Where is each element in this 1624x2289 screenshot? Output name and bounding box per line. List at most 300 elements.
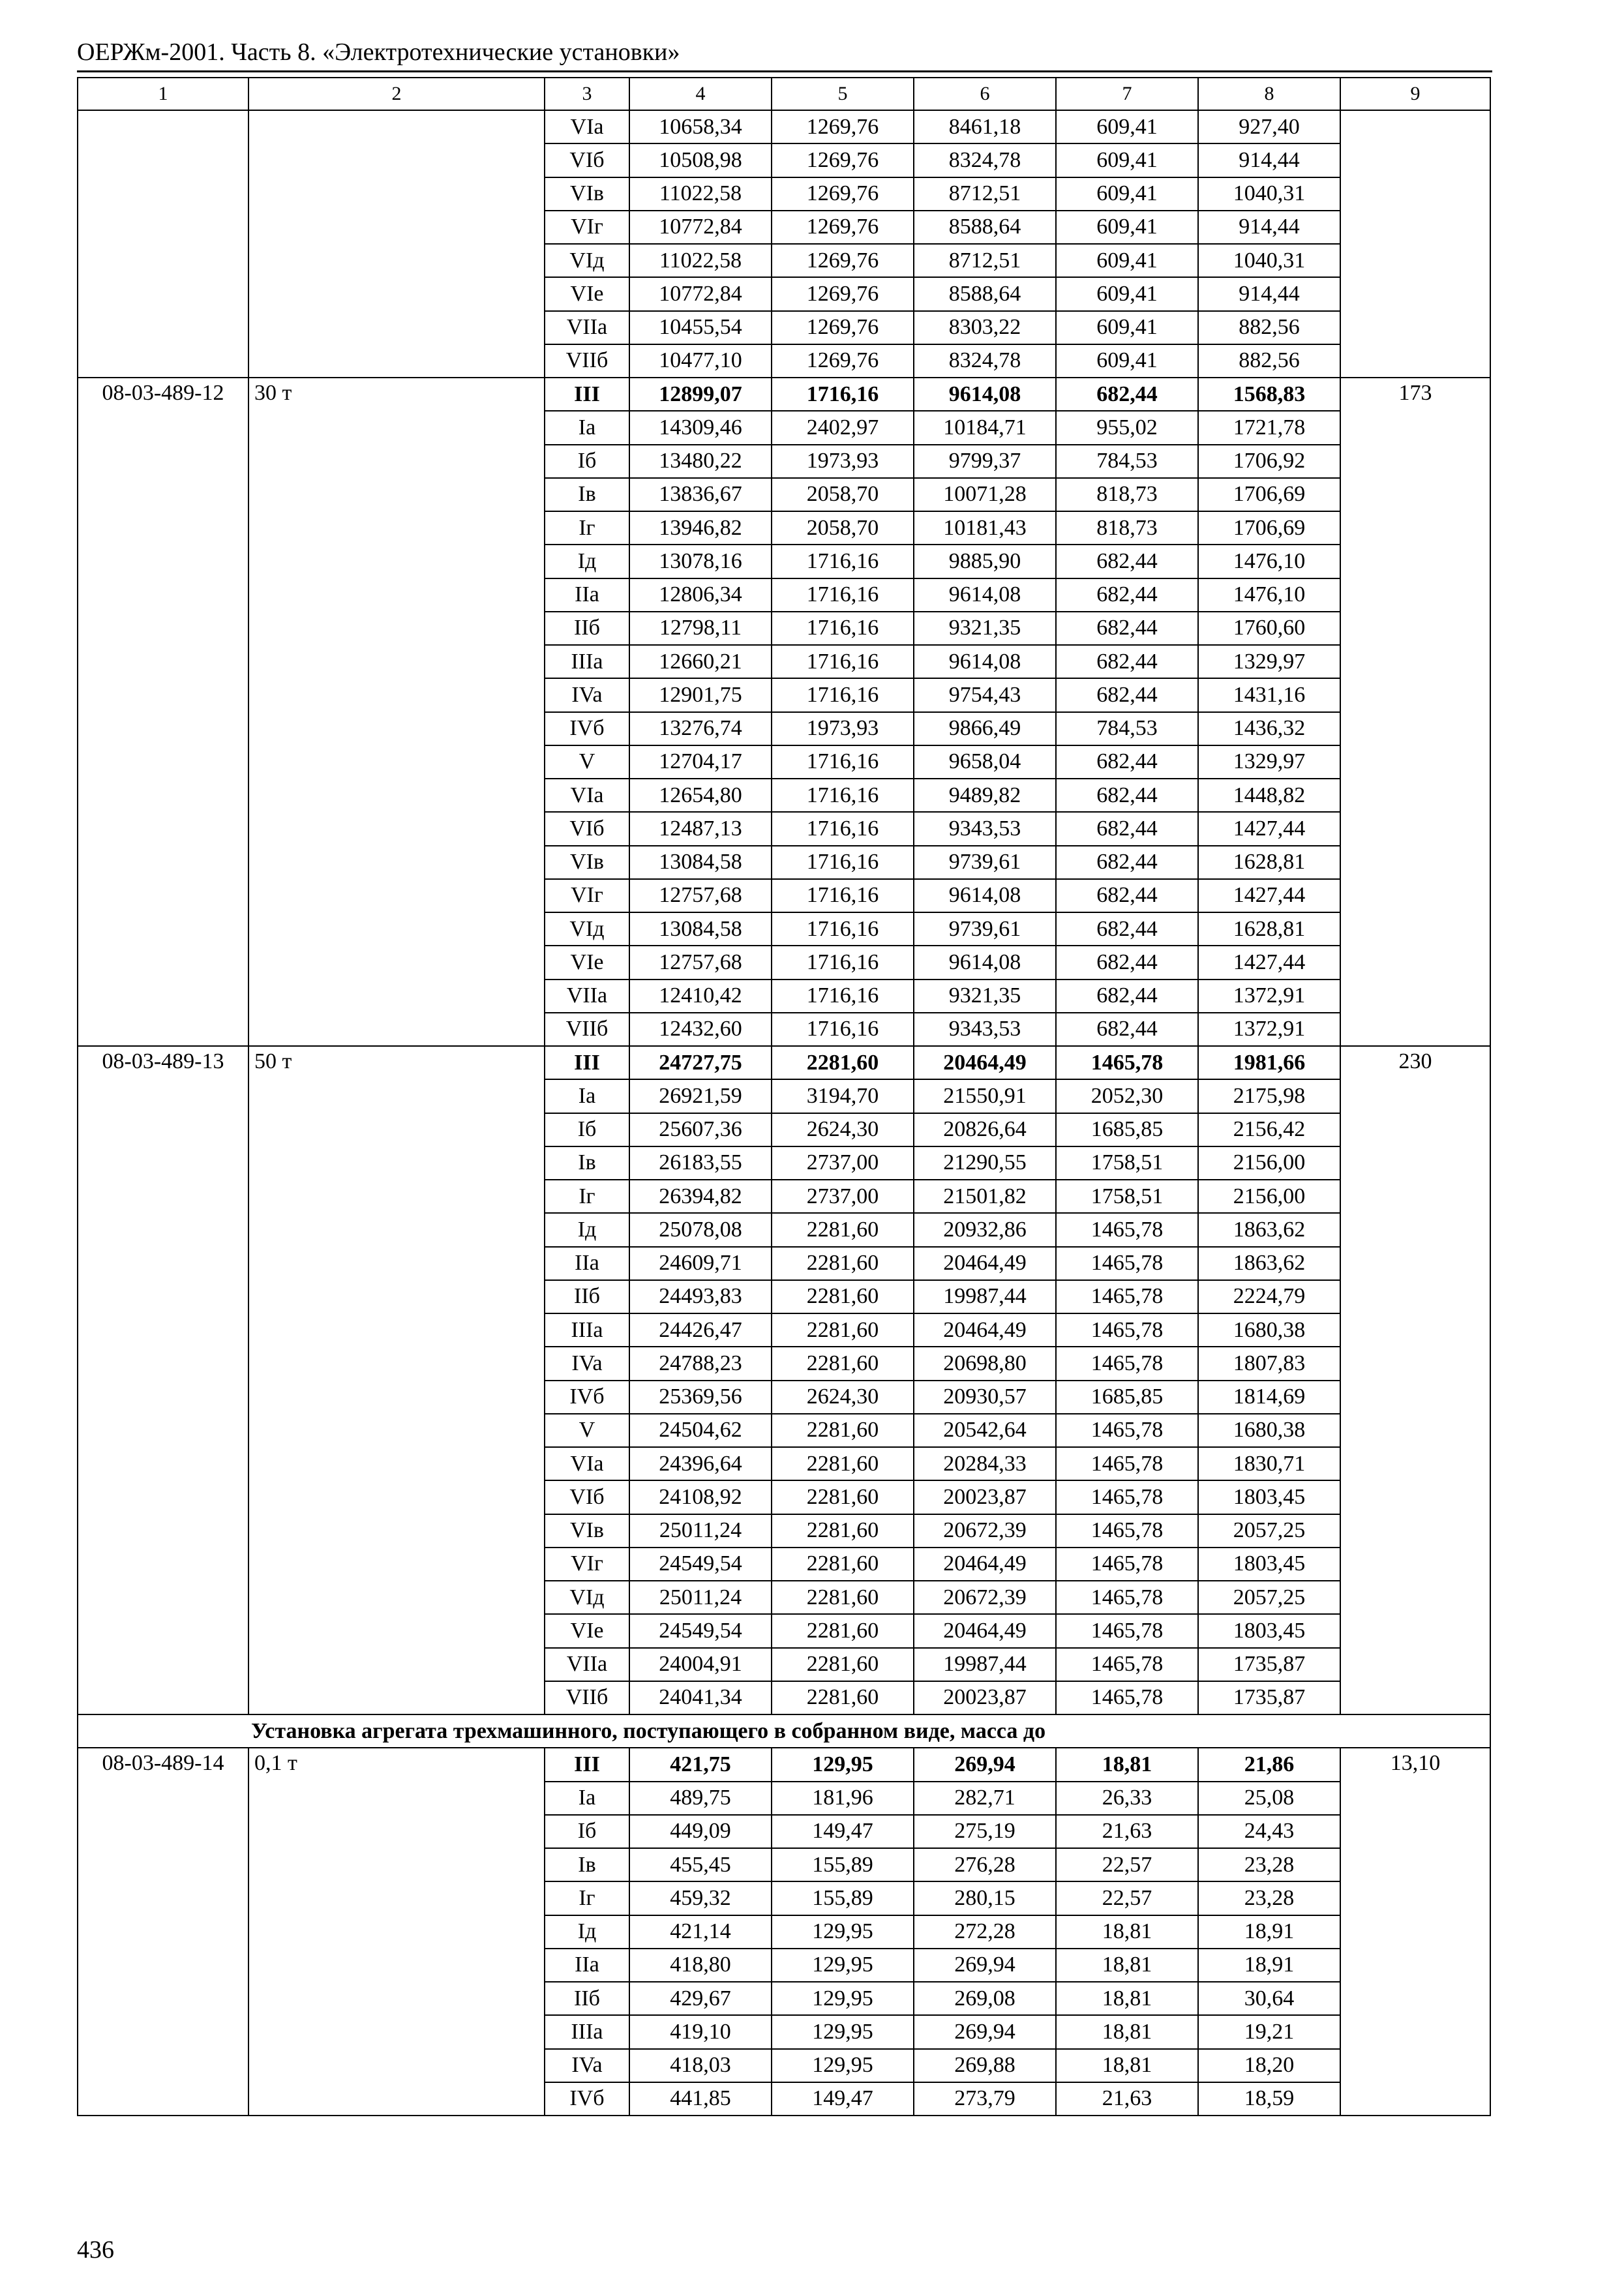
zone-cell: IIa bbox=[545, 1949, 629, 1982]
labor-cost-cell: 1716,16 bbox=[772, 812, 914, 845]
operator-wage-cell: 955,02 bbox=[1056, 411, 1198, 444]
total-cost-cell: 12899,07 bbox=[629, 378, 772, 411]
total-cost-cell: 13946,82 bbox=[629, 511, 772, 545]
operator-wage-cell: 1465,78 bbox=[1056, 1581, 1198, 1614]
labor-cost-cell: 129,95 bbox=[772, 2015, 914, 2048]
operator-wage-cell: 818,73 bbox=[1056, 478, 1198, 511]
zone-cell: VIe bbox=[545, 946, 629, 979]
zone-cell: VIв bbox=[545, 177, 629, 211]
zone-cell: VIб bbox=[545, 143, 629, 177]
materials-cost-cell: 18,91 bbox=[1198, 1915, 1340, 1949]
materials-cost-cell: 1760,60 bbox=[1198, 612, 1340, 645]
labor-cost-cell: 1716,16 bbox=[772, 912, 914, 946]
materials-cost-cell: 2224,79 bbox=[1198, 1280, 1340, 1313]
materials-cost-cell: 1706,69 bbox=[1198, 478, 1340, 511]
total-cost-cell: 13836,67 bbox=[629, 478, 772, 511]
labor-cost-cell: 1716,16 bbox=[772, 545, 914, 578]
machine-cost-cell: 20464,49 bbox=[914, 1548, 1056, 1581]
column-number-cell: 5 bbox=[772, 78, 914, 110]
machine-cost-cell: 20023,87 bbox=[914, 1480, 1056, 1514]
labor-cost-cell: 1716,16 bbox=[772, 946, 914, 979]
machine-cost-cell: 8712,51 bbox=[914, 177, 1056, 211]
labor-cost-cell: 1716,16 bbox=[772, 745, 914, 779]
machine-cost-cell: 20672,39 bbox=[914, 1581, 1056, 1614]
zone-cell: VIa bbox=[545, 1447, 629, 1480]
item-mass-cell: 0,1 т bbox=[248, 1748, 545, 2116]
machine-cost-cell: 20930,57 bbox=[914, 1381, 1056, 1414]
total-cost-cell: 24549,54 bbox=[629, 1614, 772, 1647]
machine-cost-cell: 9658,04 bbox=[914, 745, 1056, 779]
labor-cost-cell: 129,95 bbox=[772, 1982, 914, 2015]
materials-cost-cell: 1628,81 bbox=[1198, 846, 1340, 879]
operator-wage-cell: 1465,78 bbox=[1056, 1480, 1198, 1514]
zone-cell: VIa bbox=[545, 110, 629, 143]
labor-hours-cell: 173 bbox=[1340, 378, 1490, 1046]
machine-cost-cell: 20464,49 bbox=[914, 1313, 1056, 1347]
page-number: 436 bbox=[77, 2236, 114, 2264]
operator-wage-cell: 18,81 bbox=[1056, 1915, 1198, 1949]
table-row bbox=[78, 1748, 1490, 1781]
labor-hours-cell: 230 bbox=[1340, 1046, 1490, 1714]
price-table bbox=[77, 77, 1491, 2116]
total-cost-cell: 455,45 bbox=[629, 1848, 772, 1881]
operator-wage-cell: 784,53 bbox=[1056, 712, 1198, 745]
machine-cost-cell: 20464,49 bbox=[914, 1614, 1056, 1647]
column-number-cell: 4 bbox=[629, 78, 772, 110]
materials-cost-cell: 1427,44 bbox=[1198, 812, 1340, 845]
materials-cost-cell: 1803,45 bbox=[1198, 1548, 1340, 1581]
labor-cost-cell: 2281,60 bbox=[772, 1414, 914, 1447]
labor-cost-cell: 149,47 bbox=[772, 2082, 914, 2116]
machine-cost-cell: 8588,64 bbox=[914, 277, 1056, 310]
zone-cell: VIe bbox=[545, 1614, 629, 1647]
total-cost-cell: 429,67 bbox=[629, 1982, 772, 2015]
machine-cost-cell: 9799,37 bbox=[914, 445, 1056, 478]
zone-cell: IIб bbox=[545, 1982, 629, 2015]
machine-cost-cell: 8303,22 bbox=[914, 311, 1056, 344]
machine-cost-cell: 282,71 bbox=[914, 1782, 1056, 1815]
materials-cost-cell: 1476,10 bbox=[1198, 545, 1340, 578]
labor-cost-cell: 2737,00 bbox=[772, 1146, 914, 1180]
zone-cell: VIIa bbox=[545, 1648, 629, 1681]
zone-cell: IIa bbox=[545, 578, 629, 612]
header-rule bbox=[77, 70, 1492, 72]
zone-cell: III bbox=[545, 1748, 629, 1781]
materials-cost-cell: 1427,44 bbox=[1198, 879, 1340, 912]
machine-cost-cell: 269,88 bbox=[914, 2049, 1056, 2082]
operator-wage-cell: 609,41 bbox=[1056, 277, 1198, 310]
total-cost-cell: 10477,10 bbox=[629, 344, 772, 378]
operator-wage-cell: 682,44 bbox=[1056, 779, 1198, 812]
operator-wage-cell: 1465,78 bbox=[1056, 1447, 1198, 1480]
total-cost-cell: 11022,58 bbox=[629, 244, 772, 277]
machine-cost-cell: 8588,64 bbox=[914, 211, 1056, 244]
operator-wage-cell: 18,81 bbox=[1056, 2015, 1198, 2048]
materials-cost-cell: 1427,44 bbox=[1198, 946, 1340, 979]
zone-cell: VIг bbox=[545, 211, 629, 244]
materials-cost-cell: 1448,82 bbox=[1198, 779, 1340, 812]
column-number-row bbox=[78, 78, 1490, 110]
total-cost-cell: 459,32 bbox=[629, 1881, 772, 1915]
machine-cost-cell: 9614,08 bbox=[914, 378, 1056, 411]
labor-cost-cell: 1716,16 bbox=[772, 678, 914, 711]
machine-cost-cell: 9739,61 bbox=[914, 846, 1056, 879]
materials-cost-cell: 1814,69 bbox=[1198, 1381, 1340, 1414]
machine-cost-cell: 8712,51 bbox=[914, 244, 1056, 277]
machine-cost-cell: 20932,86 bbox=[914, 1213, 1056, 1246]
total-cost-cell: 26183,55 bbox=[629, 1146, 772, 1180]
materials-cost-cell: 1706,69 bbox=[1198, 511, 1340, 545]
machine-cost-cell: 273,79 bbox=[914, 2082, 1056, 2116]
machine-cost-cell: 20698,80 bbox=[914, 1347, 1056, 1380]
machine-cost-cell: 9343,53 bbox=[914, 812, 1056, 845]
operator-wage-cell: 682,44 bbox=[1056, 879, 1198, 912]
labor-cost-cell: 1716,16 bbox=[772, 645, 914, 678]
total-cost-cell: 24396,64 bbox=[629, 1447, 772, 1480]
operator-wage-cell: 682,44 bbox=[1056, 612, 1198, 645]
zone-cell: VIIб bbox=[545, 1013, 629, 1046]
materials-cost-cell: 24,43 bbox=[1198, 1815, 1340, 1848]
machine-cost-cell: 20826,64 bbox=[914, 1113, 1056, 1146]
total-cost-cell: 449,09 bbox=[629, 1815, 772, 1848]
materials-cost-cell: 23,28 bbox=[1198, 1881, 1340, 1915]
labor-cost-cell: 2281,60 bbox=[772, 1480, 914, 1514]
zone-cell: Iд bbox=[545, 1915, 629, 1949]
operator-wage-cell: 609,41 bbox=[1056, 211, 1198, 244]
operator-wage-cell: 1465,78 bbox=[1056, 1347, 1198, 1380]
labor-cost-cell: 2624,30 bbox=[772, 1381, 914, 1414]
machine-cost-cell: 20464,49 bbox=[914, 1247, 1056, 1280]
materials-cost-cell: 1721,78 bbox=[1198, 411, 1340, 444]
operator-wage-cell: 1758,51 bbox=[1056, 1180, 1198, 1213]
zone-cell: Iв bbox=[545, 1146, 629, 1180]
total-cost-cell: 11022,58 bbox=[629, 177, 772, 211]
total-cost-cell: 418,80 bbox=[629, 1949, 772, 1982]
materials-cost-cell: 1863,62 bbox=[1198, 1213, 1340, 1246]
total-cost-cell: 12432,60 bbox=[629, 1013, 772, 1046]
operator-wage-cell: 18,81 bbox=[1056, 1748, 1198, 1781]
operator-wage-cell: 1685,85 bbox=[1056, 1381, 1198, 1414]
total-cost-cell: 24727,75 bbox=[629, 1046, 772, 1079]
labor-cost-cell: 2281,60 bbox=[772, 1514, 914, 1548]
materials-cost-cell: 1628,81 bbox=[1198, 912, 1340, 946]
total-cost-cell: 12487,13 bbox=[629, 812, 772, 845]
zone-cell: VIIa bbox=[545, 311, 629, 344]
total-cost-cell: 24609,71 bbox=[629, 1247, 772, 1280]
zone-cell: Iб bbox=[545, 1113, 629, 1146]
operator-wage-cell: 22,57 bbox=[1056, 1848, 1198, 1881]
column-number-cell: 7 bbox=[1056, 78, 1198, 110]
item-code-cell: 08-03-489-13 bbox=[78, 1046, 248, 1714]
total-cost-cell: 421,14 bbox=[629, 1915, 772, 1949]
materials-cost-cell: 2156,00 bbox=[1198, 1146, 1340, 1180]
total-cost-cell: 24426,47 bbox=[629, 1313, 772, 1347]
labor-cost-cell: 1716,16 bbox=[772, 879, 914, 912]
operator-wage-cell: 682,44 bbox=[1056, 846, 1198, 879]
materials-cost-cell: 18,91 bbox=[1198, 1949, 1340, 1982]
zone-cell: III bbox=[545, 378, 629, 411]
zone-cell: Iд bbox=[545, 1213, 629, 1246]
section-title-row bbox=[78, 1714, 1490, 1748]
materials-cost-cell: 2057,25 bbox=[1198, 1514, 1340, 1548]
total-cost-cell: 12660,21 bbox=[629, 645, 772, 678]
total-cost-cell: 14309,46 bbox=[629, 411, 772, 444]
operator-wage-cell: 1465,78 bbox=[1056, 1313, 1198, 1347]
machine-cost-cell: 20672,39 bbox=[914, 1514, 1056, 1548]
materials-cost-cell: 18,20 bbox=[1198, 2049, 1340, 2082]
labor-cost-cell: 1716,16 bbox=[772, 1013, 914, 1046]
operator-wage-cell: 18,81 bbox=[1056, 2049, 1198, 2082]
labor-cost-cell: 2281,60 bbox=[772, 1447, 914, 1480]
labor-cost-cell: 1269,76 bbox=[772, 143, 914, 177]
zone-cell: VIв bbox=[545, 846, 629, 879]
machine-cost-cell: 10071,28 bbox=[914, 478, 1056, 511]
total-cost-cell: 25607,36 bbox=[629, 1113, 772, 1146]
machine-cost-cell: 269,94 bbox=[914, 1748, 1056, 1781]
materials-cost-cell: 1040,31 bbox=[1198, 177, 1340, 211]
total-cost-cell: 13084,58 bbox=[629, 846, 772, 879]
zone-cell: IVa bbox=[545, 2049, 629, 2082]
operator-wage-cell: 1465,78 bbox=[1056, 1213, 1198, 1246]
labor-cost-cell: 129,95 bbox=[772, 2049, 914, 2082]
zone-cell: IVб bbox=[545, 2082, 629, 2116]
zone-cell: VIIб bbox=[545, 344, 629, 378]
machine-cost-cell: 8461,18 bbox=[914, 110, 1056, 143]
materials-cost-cell: 1372,91 bbox=[1198, 1013, 1340, 1046]
total-cost-cell: 418,03 bbox=[629, 2049, 772, 2082]
machine-cost-cell: 10184,71 bbox=[914, 411, 1056, 444]
total-cost-cell: 419,10 bbox=[629, 2015, 772, 2048]
zone-cell: Iв bbox=[545, 478, 629, 511]
operator-wage-cell: 1465,78 bbox=[1056, 1280, 1198, 1313]
operator-wage-cell: 682,44 bbox=[1056, 946, 1198, 979]
zone-cell: Iг bbox=[545, 511, 629, 545]
operator-wage-cell: 2052,30 bbox=[1056, 1079, 1198, 1113]
materials-cost-cell: 1803,45 bbox=[1198, 1480, 1340, 1514]
operator-wage-cell: 18,81 bbox=[1056, 1949, 1198, 1982]
column-number-cell: 2 bbox=[248, 78, 545, 110]
operator-wage-cell: 682,44 bbox=[1056, 1013, 1198, 1046]
labor-cost-cell: 1269,76 bbox=[772, 311, 914, 344]
section-title: Установка агрегата трехмашинного, поступающего в собранном виде, масса до bbox=[78, 1714, 1490, 1748]
labor-cost-cell: 1269,76 bbox=[772, 177, 914, 211]
machine-cost-cell: 19987,44 bbox=[914, 1648, 1056, 1681]
total-cost-cell: 24504,62 bbox=[629, 1414, 772, 1447]
machine-cost-cell: 275,19 bbox=[914, 1815, 1056, 1848]
materials-cost-cell: 1830,71 bbox=[1198, 1447, 1340, 1480]
labor-cost-cell: 1716,16 bbox=[772, 378, 914, 411]
table-row bbox=[78, 378, 1490, 411]
item-code-cell bbox=[78, 110, 248, 378]
total-cost-cell: 13276,74 bbox=[629, 712, 772, 745]
machine-cost-cell: 9885,90 bbox=[914, 545, 1056, 578]
zone-cell: VIб bbox=[545, 812, 629, 845]
zone-cell: IIб bbox=[545, 1280, 629, 1313]
total-cost-cell: 24493,83 bbox=[629, 1280, 772, 1313]
labor-cost-cell: 2281,60 bbox=[772, 1581, 914, 1614]
operator-wage-cell: 26,33 bbox=[1056, 1782, 1198, 1815]
materials-cost-cell: 1329,97 bbox=[1198, 745, 1340, 779]
materials-cost-cell: 21,86 bbox=[1198, 1748, 1340, 1781]
zone-cell: IVa bbox=[545, 1347, 629, 1380]
zone-cell: IVa bbox=[545, 678, 629, 711]
materials-cost-cell: 882,56 bbox=[1198, 344, 1340, 378]
total-cost-cell: 441,85 bbox=[629, 2082, 772, 2116]
total-cost-cell: 26921,59 bbox=[629, 1079, 772, 1113]
labor-hours-cell: 13,10 bbox=[1340, 1748, 1490, 2116]
materials-cost-cell: 1568,83 bbox=[1198, 378, 1340, 411]
labor-cost-cell: 1716,16 bbox=[772, 612, 914, 645]
machine-cost-cell: 9321,35 bbox=[914, 980, 1056, 1013]
zone-cell: Iв bbox=[545, 1848, 629, 1881]
zone-cell: VIIб bbox=[545, 1681, 629, 1714]
materials-cost-cell: 1803,45 bbox=[1198, 1614, 1340, 1647]
materials-cost-cell: 882,56 bbox=[1198, 311, 1340, 344]
machine-cost-cell: 9489,82 bbox=[914, 779, 1056, 812]
labor-cost-cell: 3194,70 bbox=[772, 1079, 914, 1113]
zone-cell: Iб bbox=[545, 1815, 629, 1848]
zone-cell: VIд bbox=[545, 244, 629, 277]
machine-cost-cell: 9866,49 bbox=[914, 712, 1056, 745]
operator-wage-cell: 682,44 bbox=[1056, 912, 1198, 946]
materials-cost-cell: 914,44 bbox=[1198, 211, 1340, 244]
total-cost-cell: 24549,54 bbox=[629, 1548, 772, 1581]
operator-wage-cell: 1758,51 bbox=[1056, 1146, 1198, 1180]
zone-cell: VIд bbox=[545, 1581, 629, 1614]
operator-wage-cell: 609,41 bbox=[1056, 311, 1198, 344]
labor-cost-cell: 1716,16 bbox=[772, 578, 914, 612]
labor-cost-cell: 1973,93 bbox=[772, 445, 914, 478]
labor-cost-cell: 1716,16 bbox=[772, 779, 914, 812]
labor-cost-cell: 2281,60 bbox=[772, 1681, 914, 1714]
operator-wage-cell: 682,44 bbox=[1056, 378, 1198, 411]
total-cost-cell: 13480,22 bbox=[629, 445, 772, 478]
labor-cost-cell: 2402,97 bbox=[772, 411, 914, 444]
total-cost-cell: 24108,92 bbox=[629, 1480, 772, 1514]
total-cost-cell: 10658,34 bbox=[629, 110, 772, 143]
labor-cost-cell: 2281,60 bbox=[772, 1614, 914, 1647]
machine-cost-cell: 276,28 bbox=[914, 1848, 1056, 1881]
machine-cost-cell: 20464,49 bbox=[914, 1046, 1056, 1079]
zone-cell: Iб bbox=[545, 445, 629, 478]
item-mass-cell: 50 т bbox=[248, 1046, 545, 1714]
total-cost-cell: 12704,17 bbox=[629, 745, 772, 779]
labor-cost-cell: 1269,76 bbox=[772, 110, 914, 143]
zone-cell: V bbox=[545, 745, 629, 779]
machine-cost-cell: 21550,91 bbox=[914, 1079, 1056, 1113]
zone-cell: VIe bbox=[545, 277, 629, 310]
materials-cost-cell: 2175,98 bbox=[1198, 1079, 1340, 1113]
materials-cost-cell: 1372,91 bbox=[1198, 980, 1340, 1013]
total-cost-cell: 13084,58 bbox=[629, 912, 772, 946]
labor-cost-cell: 1269,76 bbox=[772, 277, 914, 310]
machine-cost-cell: 272,28 bbox=[914, 1915, 1056, 1949]
machine-cost-cell: 21501,82 bbox=[914, 1180, 1056, 1213]
materials-cost-cell: 914,44 bbox=[1198, 143, 1340, 177]
operator-wage-cell: 682,44 bbox=[1056, 545, 1198, 578]
total-cost-cell: 26394,82 bbox=[629, 1180, 772, 1213]
zone-cell: VIд bbox=[545, 912, 629, 946]
total-cost-cell: 12806,34 bbox=[629, 578, 772, 612]
machine-cost-cell: 269,94 bbox=[914, 1949, 1056, 1982]
machine-cost-cell: 9614,08 bbox=[914, 645, 1056, 678]
materials-cost-cell: 18,59 bbox=[1198, 2082, 1340, 2116]
machine-cost-cell: 8324,78 bbox=[914, 344, 1056, 378]
materials-cost-cell: 1706,92 bbox=[1198, 445, 1340, 478]
labor-cost-cell: 1269,76 bbox=[772, 211, 914, 244]
materials-cost-cell: 1981,66 bbox=[1198, 1046, 1340, 1079]
total-cost-cell: 10455,54 bbox=[629, 311, 772, 344]
machine-cost-cell: 9614,08 bbox=[914, 879, 1056, 912]
labor-cost-cell: 2281,60 bbox=[772, 1313, 914, 1347]
total-cost-cell: 10508,98 bbox=[629, 143, 772, 177]
zone-cell: V bbox=[545, 1414, 629, 1447]
materials-cost-cell: 1680,38 bbox=[1198, 1414, 1340, 1447]
total-cost-cell: 12757,68 bbox=[629, 879, 772, 912]
operator-wage-cell: 682,44 bbox=[1056, 578, 1198, 612]
materials-cost-cell: 1476,10 bbox=[1198, 578, 1340, 612]
total-cost-cell: 421,75 bbox=[629, 1748, 772, 1781]
labor-cost-cell: 1973,93 bbox=[772, 712, 914, 745]
operator-wage-cell: 1465,78 bbox=[1056, 1247, 1198, 1280]
zone-cell: IIIa bbox=[545, 645, 629, 678]
labor-cost-cell: 2737,00 bbox=[772, 1180, 914, 1213]
labor-cost-cell: 1269,76 bbox=[772, 344, 914, 378]
machine-cost-cell: 9321,35 bbox=[914, 612, 1056, 645]
labor-cost-cell: 2281,60 bbox=[772, 1213, 914, 1246]
total-cost-cell: 489,75 bbox=[629, 1782, 772, 1815]
column-number-cell: 9 bbox=[1340, 78, 1490, 110]
labor-cost-cell: 2281,60 bbox=[772, 1347, 914, 1380]
operator-wage-cell: 682,44 bbox=[1056, 678, 1198, 711]
materials-cost-cell: 927,40 bbox=[1198, 110, 1340, 143]
zone-cell: IVб bbox=[545, 712, 629, 745]
column-number-cell: 1 bbox=[78, 78, 248, 110]
materials-cost-cell: 1735,87 bbox=[1198, 1648, 1340, 1681]
item-code-cell: 08-03-489-14 bbox=[78, 1748, 248, 2116]
machine-cost-cell: 20542,64 bbox=[914, 1414, 1056, 1447]
operator-wage-cell: 21,63 bbox=[1056, 2082, 1198, 2116]
total-cost-cell: 10772,84 bbox=[629, 277, 772, 310]
machine-cost-cell: 9614,08 bbox=[914, 946, 1056, 979]
total-cost-cell: 25078,08 bbox=[629, 1213, 772, 1246]
machine-cost-cell: 269,94 bbox=[914, 2015, 1056, 2048]
operator-wage-cell: 609,41 bbox=[1056, 244, 1198, 277]
labor-cost-cell: 129,95 bbox=[772, 1915, 914, 1949]
materials-cost-cell: 1735,87 bbox=[1198, 1681, 1340, 1714]
operator-wage-cell: 1465,78 bbox=[1056, 1681, 1198, 1714]
operator-wage-cell: 682,44 bbox=[1056, 645, 1198, 678]
operator-wage-cell: 609,41 bbox=[1056, 110, 1198, 143]
zone-cell: VIг bbox=[545, 879, 629, 912]
table-row bbox=[78, 1046, 1490, 1079]
labor-cost-cell: 1716,16 bbox=[772, 846, 914, 879]
item-mass-cell: 30 т bbox=[248, 378, 545, 1046]
labor-cost-cell: 155,89 bbox=[772, 1881, 914, 1915]
operator-wage-cell: 1465,78 bbox=[1056, 1648, 1198, 1681]
zone-cell: IIIa bbox=[545, 1313, 629, 1347]
total-cost-cell: 25369,56 bbox=[629, 1381, 772, 1414]
labor-cost-cell: 2281,60 bbox=[772, 1548, 914, 1581]
labor-cost-cell: 149,47 bbox=[772, 1815, 914, 1848]
zone-cell: VIIa bbox=[545, 980, 629, 1013]
operator-wage-cell: 784,53 bbox=[1056, 445, 1198, 478]
labor-cost-cell: 155,89 bbox=[772, 1848, 914, 1881]
operator-wage-cell: 18,81 bbox=[1056, 1982, 1198, 2015]
operator-wage-cell: 1465,78 bbox=[1056, 1614, 1198, 1647]
total-cost-cell: 24788,23 bbox=[629, 1347, 772, 1380]
operator-wage-cell: 1465,78 bbox=[1056, 1046, 1198, 1079]
